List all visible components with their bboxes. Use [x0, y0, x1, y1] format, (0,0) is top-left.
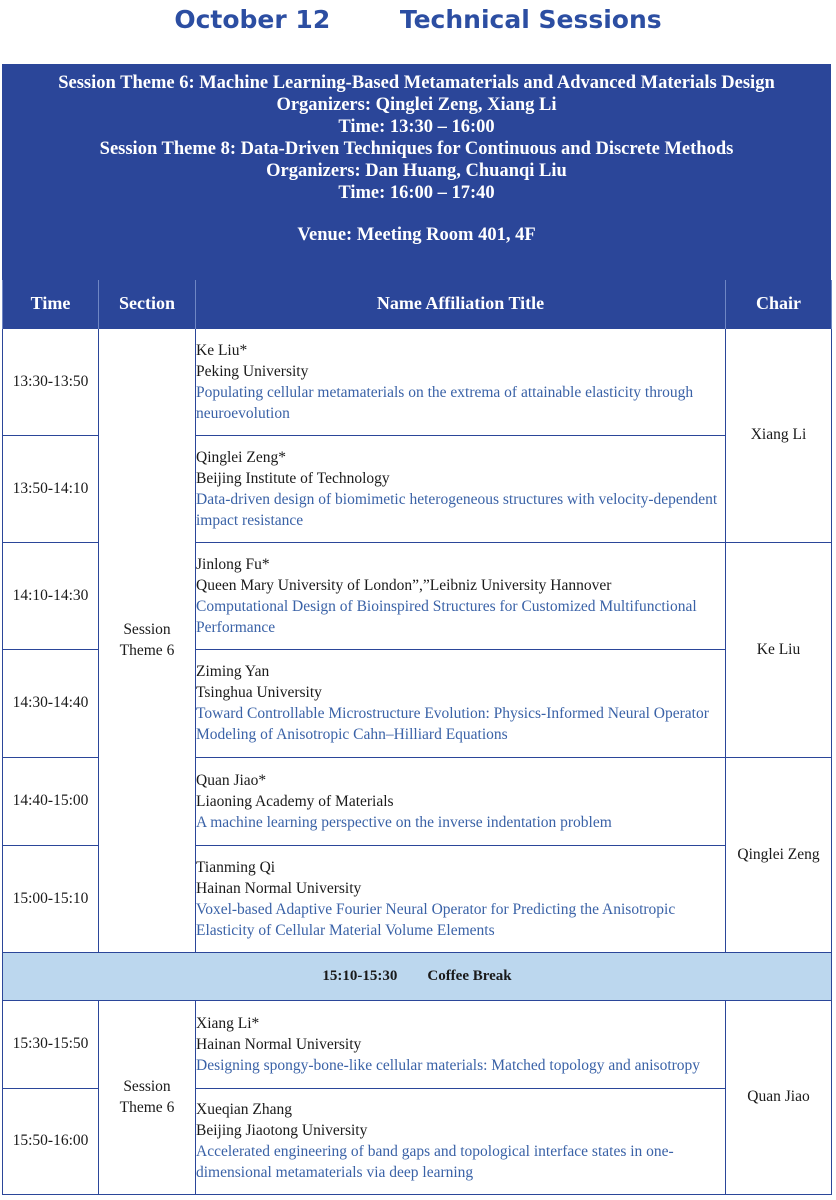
speaker-name: Qinglei Zeng*	[196, 448, 286, 466]
page-title	[0, 0, 836, 46]
talk-title: Accelerated engineering of band gaps and topological interface states in one-dimensional metamaterials via deep learning	[196, 1143, 674, 1181]
column-header-section: Section	[99, 280, 196, 328]
talk-cell	[196, 328, 726, 435]
page-date: October 12	[174, 5, 331, 34]
speaker-affiliation: Beijing Jiaotong University	[196, 1122, 368, 1139]
session-theme-8-organizers: Organizers: Dan Huang, Chuanqi Liu	[266, 161, 567, 181]
speaker-affiliation: Peking University	[196, 362, 309, 380]
session-theme-8-time: Time: 16:00 – 17:40	[338, 183, 495, 203]
speaker-affiliation: Beijing Institute of Technology	[196, 469, 390, 487]
speaker-name: Tianming Qi	[196, 858, 276, 876]
section-cell	[99, 1000, 196, 1194]
talk-time: 15:30-15:50	[3, 1000, 99, 1088]
speaker-name: Ke Liu*	[196, 341, 248, 359]
column-header-chair: Chair	[726, 280, 832, 328]
talk-title: Voxel-based Adaptive Fourier Neural Operator for Predicting the Anisotropic Elasticity of Cellular Material Volume Elements	[196, 900, 676, 939]
coffee-break-label: Coffee Break	[427, 967, 512, 984]
talk-cell	[196, 542, 726, 649]
session-theme-6-organizers: Organizers: Qinglei Zeng, Xiang Li	[276, 95, 557, 115]
talk-cell	[196, 845, 726, 952]
section-label-line2: Theme 6	[119, 1099, 175, 1116]
schedule-table	[2, 280, 832, 1195]
section-cell	[99, 328, 196, 952]
session-banner	[2, 64, 831, 280]
talk-cell	[196, 1000, 726, 1088]
column-header-time: Time	[3, 280, 99, 328]
chair-cell: Xiang Li	[726, 328, 832, 542]
speaker-name: Jinlong Fu*	[196, 555, 270, 573]
venue: Venue: Meeting Room 401, 4F	[297, 225, 536, 245]
speaker-affiliation: Hainan Normal University	[196, 879, 362, 897]
talk-title: Computational Design of Bioinspired Structures for Customized Multifunctional Performance	[196, 597, 697, 636]
speaker-affiliation: Queen Mary University of London”,”Leibniz University Hannover	[196, 576, 612, 594]
section-label-line1: Session	[123, 621, 171, 638]
section-label-line1: Session	[123, 1078, 171, 1095]
speaker-affiliation: Tsinghua University	[196, 684, 322, 701]
speaker-affiliation: Liaoning Academy of Materials	[196, 792, 394, 810]
column-header-talk: Name Affiliation Title	[196, 280, 726, 328]
coffee-break-time: 15:10-15:30	[322, 967, 398, 984]
talk-cell	[196, 757, 726, 845]
speaker-affiliation: Hainan Normal University	[196, 1035, 362, 1053]
session-theme-6-title: Session Theme 6: Machine Learning-Based Metamaterials and Advanced Materials Design	[58, 73, 775, 93]
chair-cell: Ke Liu	[726, 542, 832, 757]
talk-title: Toward Controllable Microstructure Evolution: Physics-Informed Neural Operator Modeling of Anisotropic Cahn–Hilliard Equations	[196, 705, 709, 743]
speaker-name: Ziming Yan	[196, 663, 270, 680]
chair-cell: Qinglei Zeng	[726, 757, 832, 952]
talk-title: Designing spongy-bone-like cellular materials: Matched topology and anisotropy	[196, 1056, 701, 1074]
talk-cell	[196, 1088, 726, 1194]
talk-cell	[196, 649, 726, 757]
talk-title: Data-driven design of biomimetic heterogeneous structures with velocity-dependent impact resistance	[196, 490, 718, 529]
talk-title: A machine learning perspective on the inverse indentation problem	[196, 813, 612, 831]
chair-cell: Quan Jiao	[726, 1000, 832, 1194]
talk-title: Populating cellular metamaterials on the extrema of attainable elasticity through neuroevolution	[196, 383, 694, 422]
speaker-name: Xiang Li*	[196, 1014, 260, 1032]
session-theme-8-title: Session Theme 8: Data-Driven Techniques for Continuous and Discrete Methods	[99, 139, 734, 159]
coffee-break-cell	[3, 952, 832, 1000]
talk-time: 14:30-14:40	[3, 649, 99, 757]
talk-time: 15:00-15:10	[3, 845, 99, 952]
talk-time: 13:50-14:10	[3, 435, 99, 542]
page-heading: Technical Sessions	[399, 5, 662, 34]
coffee-break-row	[3, 952, 832, 1000]
speaker-name: Xueqian Zhang	[196, 1101, 292, 1118]
talk-time: 13:30-13:50	[3, 328, 99, 435]
table-row	[3, 328, 832, 435]
talk-time: 15:50-16:00	[3, 1088, 99, 1194]
talk-cell	[196, 435, 726, 542]
section-label-line2: Theme 6	[119, 642, 175, 659]
session-theme-6-time: Time: 13:30 – 16:00	[338, 117, 495, 137]
talk-time: 14:10-14:30	[3, 542, 99, 649]
table-header-row	[3, 280, 832, 328]
speaker-name: Quan Jiao*	[196, 771, 267, 789]
table-row	[3, 1000, 832, 1088]
talk-time: 14:40-15:00	[3, 757, 99, 845]
